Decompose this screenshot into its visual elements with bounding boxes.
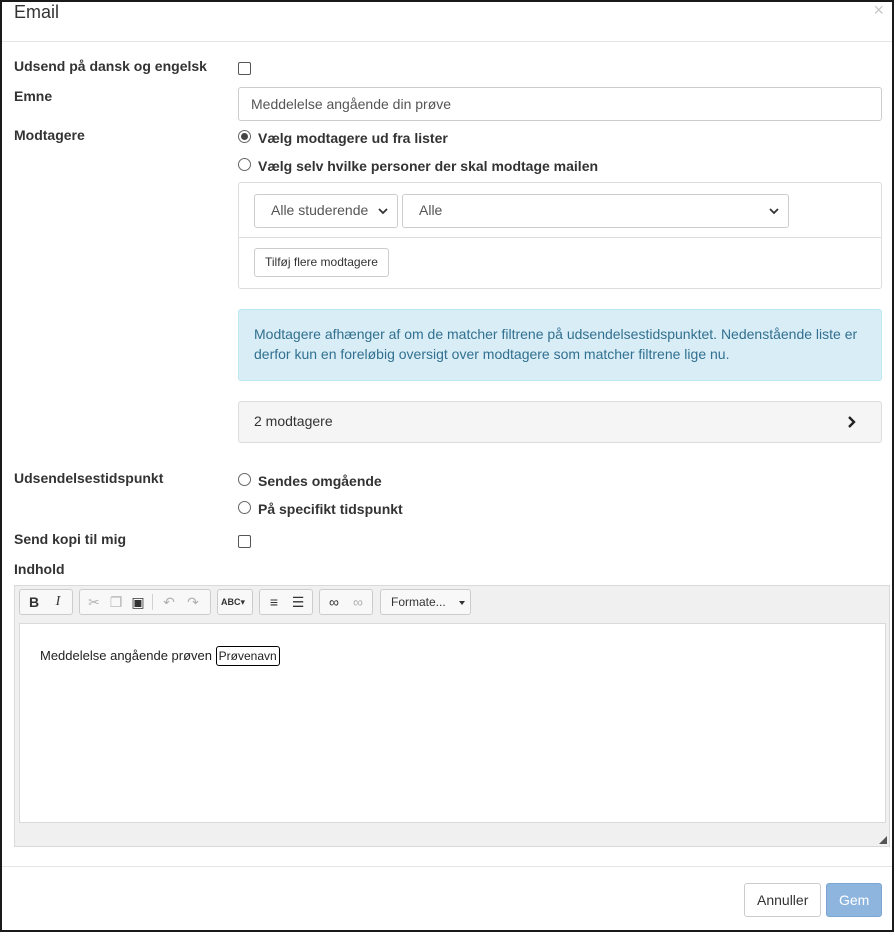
paste-icon[interactable]: ▣ — [131, 594, 145, 610]
recipients-manual-label[interactable]: Vælg selv hvilke personer der skal modtage mailen — [258, 158, 599, 174]
recipient-count: 2 modtagere — [254, 413, 333, 429]
editor-body-text: Meddelelse angående prøven — [40, 648, 213, 663]
recipient-filter-panel — [238, 182, 882, 289]
send-now-radio[interactable] — [238, 473, 251, 486]
save-button[interactable]: Gem — [826, 883, 882, 917]
filter-select-value: Alle — [419, 202, 443, 218]
toolbar-group-format — [19, 589, 73, 615]
chevron-down-icon — [768, 204, 780, 218]
cut-icon[interactable]: ✂ — [88, 594, 100, 610]
group-select-value: Alle studerende — [271, 202, 369, 218]
unlink-icon[interactable]: ∞ — [353, 594, 363, 610]
filter-select[interactable] — [402, 194, 789, 228]
panel-divider — [239, 237, 881, 238]
bold-icon[interactable]: B — [28, 594, 40, 610]
send-scheduled-label[interactable]: På specifikt tidspunkt — [258, 501, 403, 517]
chevron-down-icon — [377, 204, 389, 218]
recipients-manual-radio[interactable] — [238, 158, 251, 171]
editor-content[interactable] — [19, 623, 886, 823]
caret-down-icon — [458, 599, 466, 607]
cancel-button[interactable]: Annuller — [744, 883, 821, 917]
recipient-list-toggle[interactable] — [238, 401, 882, 443]
group-select[interactable] — [254, 194, 398, 228]
resize-handle-icon[interactable] — [879, 836, 887, 844]
content-label: Indhold — [14, 561, 65, 577]
italic-icon[interactable]: I — [55, 594, 61, 609]
spellcheck-icon[interactable]: ABC▾ — [221, 597, 246, 607]
toolbar-group-spell — [217, 589, 253, 615]
chevron-right-icon — [847, 415, 857, 429]
merge-field-chip[interactable]: Prøvenavn — [216, 646, 280, 666]
recipients-from-lists-label[interactable]: Vælg modtagere ud fra lister — [258, 130, 448, 146]
rich-text-editor — [14, 585, 890, 847]
info-alert: Modtagere afhænger af om de matcher filtrene på udsendelsestidspunktet. Nedenstående liste er derfor kun en foreløbig oversigt over modtagere som matcher filtrene lige nu. — [238, 309, 882, 381]
bulleted-list-icon[interactable]: ☰ — [291, 594, 305, 610]
toolbar-group-lists — [259, 589, 313, 615]
link-icon[interactable]: ∞ — [329, 594, 339, 610]
numbered-list-icon[interactable]: ≡ — [269, 594, 279, 610]
toolbar-separator — [152, 594, 153, 610]
send-scheduled-radio[interactable] — [238, 501, 251, 514]
modal-header — [2, 2, 892, 42]
bilingual-checkbox[interactable] — [238, 62, 251, 75]
copy-icon[interactable]: ❐ — [109, 594, 123, 610]
send-time-label: Udsendelsestidspunkt — [14, 470, 164, 486]
toolbar-group-links — [319, 589, 373, 615]
copy-checkbox[interactable] — [238, 535, 251, 548]
toolbar-group-clipboard — [79, 589, 211, 615]
format-dropdown-label: Formate... — [391, 595, 446, 609]
modal-title: Email — [14, 2, 60, 22]
format-dropdown[interactable] — [380, 589, 471, 615]
bilingual-label: Udsend på dansk og engelsk — [14, 58, 207, 74]
add-recipients-button[interactable]: Tilføj flere modtagere — [254, 248, 389, 277]
undo-icon[interactable]: ↶ — [163, 594, 175, 610]
send-now-label[interactable]: Sendes omgående — [258, 473, 382, 489]
copy-label: Send kopi til mig — [14, 531, 127, 547]
subject-input[interactable] — [238, 87, 882, 121]
redo-icon[interactable]: ↷ — [187, 594, 199, 610]
modal-footer — [2, 866, 892, 930]
subject-label: Emne — [14, 88, 53, 104]
recipients-from-lists-radio[interactable] — [238, 130, 251, 143]
recipients-label: Modtagere — [14, 127, 85, 143]
close-icon[interactable]: × — [873, 0, 884, 20]
